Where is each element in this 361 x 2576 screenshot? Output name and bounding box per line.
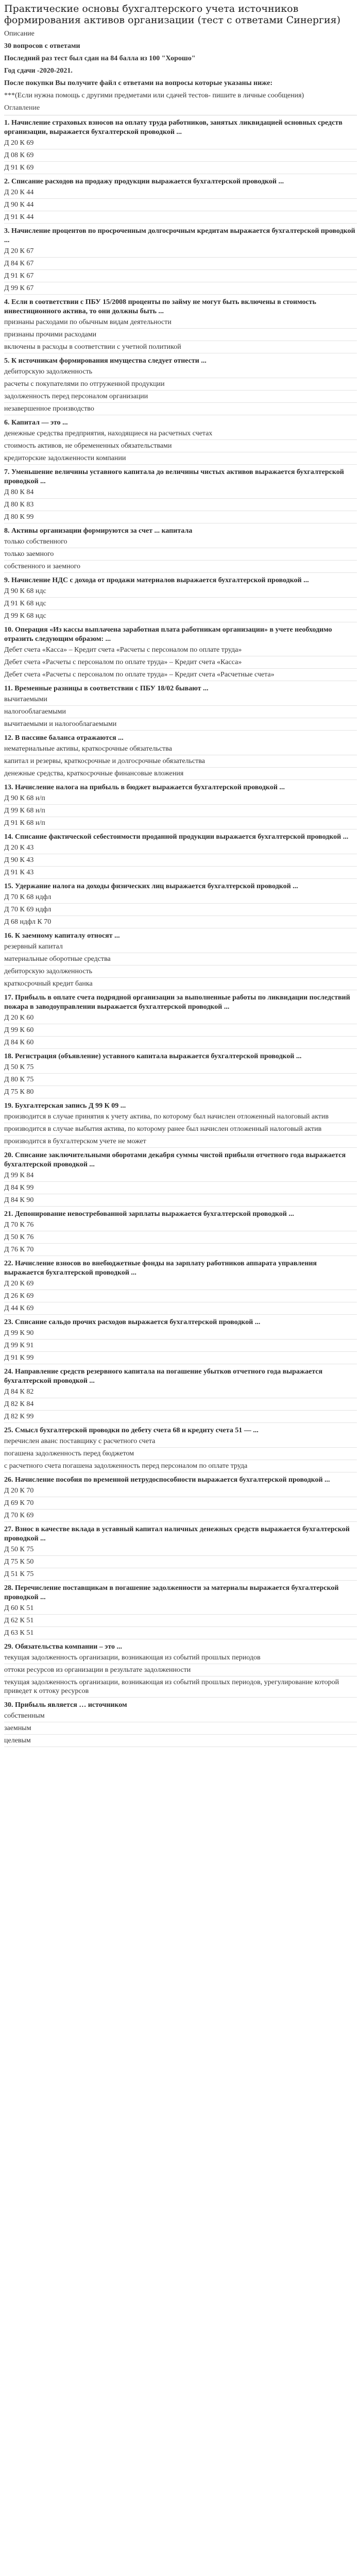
question-text: 16. К заемному капиталу относят ... <box>4 932 120 940</box>
answer-option: собственного и заемного <box>4 563 80 570</box>
answer-option: Д 82 К 99 <box>4 1413 34 1420</box>
toc-label: Оглавление <box>4 104 40 112</box>
question-block <box>4 227 357 295</box>
question-block <box>4 1259 357 1315</box>
description-label: Описание <box>4 30 35 38</box>
answer-option: резервный капитал <box>4 943 63 951</box>
question-text: 10. Операция «Из кассы выплачена заработная плата работникам организации» в учете необходимо отразить следующим образом: ... <box>4 626 332 643</box>
answer-option: дебиторскую задолженность <box>4 968 93 975</box>
option-divider <box>4 1206 357 1207</box>
question-block <box>4 1101 357 1148</box>
option-divider <box>4 572 357 573</box>
option-divider <box>4 668 357 669</box>
answer-option: Д 84 К 82 <box>4 1388 34 1396</box>
question-text: 3. Начисление процентов по просроченным долгосрочным кредитам выражается бухгалтерской проводкой ... <box>4 227 355 244</box>
question-block <box>4 418 357 465</box>
answer-option: собственным <box>4 1712 45 1720</box>
answer-option: Дебет счета «Касса» – Кредит счета «Расчеты с персоналом по оплате труда» <box>4 646 242 654</box>
answer-option: налогооблагаемыми <box>4 708 66 716</box>
answer-option: целевым <box>4 1737 31 1744</box>
question-block <box>4 468 357 523</box>
question-block <box>4 1476 357 1522</box>
answer-option: Д 99 К 91 <box>4 1342 34 1349</box>
question-text: 29. Обязательства компании – это ... <box>4 1643 123 1651</box>
questions-count: 30 вопросов с ответами <box>4 42 80 50</box>
question-block <box>4 118 357 174</box>
question-text: 27. Взнос в качестве вклада в уставный капитал наличных денежных средств выражается бухгалтерской проводкой ... <box>4 1526 350 1543</box>
question-text: 20. Списание заключительными оборотами декабря суммы чистой прибыли отчетного года выражается бухгалтерской проводкой ... <box>4 1151 346 1168</box>
answer-option: Д 50 К 76 <box>4 1233 34 1241</box>
question-text: 13. Начисление налога на прибыль в бюджет выражается бухгалтерской проводкой ... <box>4 784 285 791</box>
answer-option: Дебет счета «Расчеты с персоналом по оплате труда» – Кредит счета «Расчетные счета» <box>4 671 274 679</box>
question-block <box>4 1584 357 1639</box>
answer-option: кредиторские задолженности компании <box>4 454 126 462</box>
question-block <box>4 882 357 928</box>
answer-option: Д 50 К 75 <box>4 1063 34 1071</box>
answer-option: Д 90 К 44 <box>4 201 34 209</box>
answer-option: Д 99 К 84 <box>4 1172 34 1179</box>
question-block <box>4 684 357 731</box>
answer-option: капитал и резервы, краткосрочные и долгосрочные обязательства <box>4 757 205 765</box>
exam-year: Год сдачи -2020-2021. <box>4 67 73 75</box>
option-divider <box>4 1697 357 1698</box>
answer-option: вычитаемыми <box>4 696 47 703</box>
answer-option: Д 60 К 51 <box>4 1604 34 1612</box>
after-purchase-note: После покупки Вы получите файл с ответами на вопросы которые указаны ниже: <box>4 79 273 87</box>
answer-option: Д 91 К 43 <box>4 869 34 876</box>
answer-option: Д 70 К 69 ндфл <box>4 906 51 913</box>
option-divider <box>4 1351 357 1352</box>
question-text: 17. Прибыль в оплате счета подрядной организации за выполненные работы по ликвидации последствий пожара в заводоуправлении выражается бухгалтерской проводкой ... <box>4 994 350 1011</box>
question-block <box>4 357 357 415</box>
answer-option: Д 20 К 69 <box>4 139 34 147</box>
answer-option: текущая задолженность организации, возникающая из событий прошлых периодов, урегулирование которой приведет к оттоку ресурсов <box>4 1679 339 1695</box>
option-divider <box>4 402 357 403</box>
question-text: 5. К источникам формирования имущества следует отнести ... <box>4 357 207 365</box>
answer-option: Д 91 К 67 <box>4 272 34 280</box>
answer-option: признаны расходами по обычным видам деятельности <box>4 318 171 326</box>
option-divider <box>4 779 357 780</box>
answer-option: вычитаемыми и налогооблагаемыми <box>4 720 117 728</box>
answer-option: Д 99 К 68 ндс <box>4 612 46 620</box>
question-block <box>4 1426 357 1472</box>
answer-option: заемным <box>4 1724 31 1732</box>
answer-option: Д 76 К 70 <box>4 1246 34 1253</box>
answer-option: Д 62 К 51 <box>4 1617 34 1624</box>
question-block <box>4 576 357 622</box>
question-block <box>4 1525 357 1581</box>
question-text: 14. Списание фактической себестоимости проданной продукции выражается бухгалтерской проводкой ... <box>4 833 349 841</box>
question-block <box>4 527 357 573</box>
option-divider <box>4 1410 357 1411</box>
option-divider <box>4 1048 357 1049</box>
option-divider <box>4 1734 357 1735</box>
questions-list <box>4 118 357 1747</box>
answer-option: Д 91 К 68 н/п <box>4 819 45 827</box>
question-text: 9. Начисление НДС с дохода от продажи материалов выражается бухгалтерской проводкой ... <box>4 577 309 584</box>
answer-option: признаны прочими расходами <box>4 331 97 338</box>
answer-option: Д 70 К 69 <box>4 1512 34 1519</box>
question-text: 25. Смысл бухгалтерской проводки по дебету счета 68 и кредиту счета 51 — ... <box>4 1427 259 1434</box>
question-block <box>4 734 357 780</box>
question-block <box>4 1052 357 1098</box>
answer-option: Д 80 К 99 <box>4 513 34 521</box>
answer-option: Д 90 К 68 н/п <box>4 794 45 802</box>
option-divider <box>4 1422 357 1423</box>
option-divider <box>4 1447 357 1448</box>
answer-option: с расчетного счета погашена задолженность перед персоналом по оплате труда <box>4 1462 248 1470</box>
option-divider <box>4 705 357 706</box>
question-text: 28. Перечисление поставщикам в погашение задолженности за материалы выражается бухгалтерской проводкой ... <box>4 1584 339 1601</box>
option-divider <box>4 730 357 731</box>
option-divider <box>4 1314 357 1315</box>
answer-option: нематериальные активы, краткосрочные обязательства <box>4 745 172 753</box>
answer-option: Д 80 К 75 <box>4 1076 34 1083</box>
option-divider <box>4 498 357 499</box>
option-divider <box>4 767 357 768</box>
answer-option: Д 75 К 80 <box>4 1088 34 1096</box>
option-divider <box>4 1580 357 1581</box>
option-divider <box>4 1614 357 1615</box>
answer-option: расчеты с покупателями по отгруженной продукции <box>4 380 165 388</box>
question-block <box>4 783 357 829</box>
answer-option: Д 20 К 43 <box>4 844 34 852</box>
answer-option: только заемного <box>4 550 54 558</box>
answer-option: Д 20 К 44 <box>4 189 34 196</box>
answer-option: краткосрочный кредит банка <box>4 980 93 988</box>
answer-option: Д 70 К 68 ндфл <box>4 893 51 901</box>
answer-option: Д 84 К 99 <box>4 1184 34 1192</box>
answer-option: Д 20 К 67 <box>4 247 34 255</box>
option-divider <box>4 1036 357 1037</box>
answer-option: Д 20 К 69 <box>4 1280 34 1287</box>
answer-option: Д 68 ндфл К 70 <box>4 918 51 926</box>
answer-option: задолженность перед персоналом организации <box>4 393 148 400</box>
answer-option: оттоки ресурсов из организации в результате задолженности <box>4 1666 191 1674</box>
question-text: 21. Депонирование невостребованной зарплаты выражается бухгалтерской проводкой ... <box>4 1210 294 1218</box>
answer-option: Д 91 К 44 <box>4 213 34 221</box>
answer-option: Д 20 К 60 <box>4 1014 34 1022</box>
option-divider <box>4 198 357 199</box>
answer-option: Д 80 К 84 <box>4 488 34 496</box>
option-divider <box>4 294 357 295</box>
page-title: Практические основы бухгалтерского учета источников формирования активов организации (тест с ответами Синергия) <box>4 3 341 26</box>
answer-option: Д 63 К 51 <box>4 1629 34 1637</box>
option-divider <box>4 560 357 561</box>
answer-option: производится в бухгалтерском учете не может <box>4 1138 146 1145</box>
option-divider <box>4 161 357 162</box>
question-block <box>4 1701 357 1747</box>
answer-option: дебиторскую задолженность <box>4 368 93 376</box>
question-block <box>4 993 357 1049</box>
question-text: 23. Списание сальдо прочих расходов выражается бухгалтерской проводкой ... <box>4 1318 261 1326</box>
option-divider <box>4 866 357 867</box>
option-divider <box>4 977 357 978</box>
answer-option: производится в случае выбытия актива, по которому ранее был начислен отложенный налоговый актив <box>4 1125 322 1133</box>
question-block <box>4 625 357 681</box>
question-text: 12. В пассиве баланса отражаются ... <box>4 734 124 742</box>
answer-option: Д 91 К 99 <box>4 1354 34 1362</box>
answer-option: перечислен аванс поставщику с расчетного счета <box>4 1437 156 1445</box>
option-divider <box>4 1626 357 1627</box>
answer-option: незавершенное производство <box>4 405 94 413</box>
answer-option: текущая задолженность организации, возникающая из событий прошлых периодов <box>4 1654 261 1662</box>
answer-option: Д 90 К 43 <box>4 856 34 864</box>
option-divider <box>4 1135 357 1136</box>
option-divider <box>4 903 357 904</box>
answer-option: Д 44 К 69 <box>4 1304 34 1312</box>
answer-option: Д 99 К 90 <box>4 1329 34 1337</box>
answer-option: включены в расходы в соответствии с учетной политикой <box>4 343 181 351</box>
answer-option: Д 08 К 69 <box>4 151 34 159</box>
question-block <box>4 1318 357 1364</box>
question-text: 11. Временные разницы в соответствии с ПБУ 18/02 бывают ... <box>4 685 209 692</box>
question-text: 1. Начисление страховых взносов на оплату труда работников, занятых ликвидацией основных средств организации, выражается бухгалтерской проводкой ... <box>4 119 342 136</box>
answer-option: Д 69 К 70 <box>4 1499 34 1507</box>
answer-option: Д 84 К 90 <box>4 1196 34 1204</box>
option-divider <box>4 609 357 610</box>
answer-option: Д 20 К 70 <box>4 1487 34 1495</box>
answer-option: стоимость активов, не обремененных обязательствами <box>4 442 172 450</box>
question-text: 26. Начисление пособия по временной нетрудоспособности выражается бухгалтерской проводкой ... <box>4 1476 330 1484</box>
answer-option: Д 84 К 67 <box>4 260 34 267</box>
option-divider <box>4 1243 357 1244</box>
option-divider <box>4 878 357 879</box>
option-divider <box>4 1181 357 1182</box>
question-block <box>4 1642 357 1698</box>
answer-option: Д 26 К 69 <box>4 1292 34 1300</box>
help-note: ***(Если нужна помощь с другими предметами или сдачей тестов- пишите в личные сообщения) <box>4 92 304 99</box>
option-divider <box>4 439 357 440</box>
answer-option: Д 75 К 50 <box>4 1558 34 1566</box>
option-divider <box>4 464 357 465</box>
answer-option: Д 84 К 60 <box>4 1039 34 1046</box>
answer-option: Д 50 К 75 <box>4 1546 34 1553</box>
answer-option: погашена задолженность перед бюджетом <box>4 1450 134 1458</box>
answer-option: Д 51 К 75 <box>4 1570 34 1578</box>
option-divider <box>4 257 357 258</box>
question-block <box>4 833 357 879</box>
answer-option: Дебет счета «Расчеты с персоналом по оплате труда» – Кредит счета «Касса» <box>4 658 242 666</box>
option-divider <box>4 1073 357 1074</box>
answer-option: Д 91 К 69 <box>4 164 34 172</box>
option-divider <box>4 328 357 329</box>
answer-option: Д 80 К 83 <box>4 501 34 509</box>
answer-option: только собственного <box>4 538 67 546</box>
option-divider <box>4 804 357 805</box>
option-divider <box>4 1339 357 1340</box>
question-text: 22. Начисление взносов во внебюджетные фонды на зарплату работников аппарата управления выражается бухгалтерской проводкой ... <box>4 1260 317 1277</box>
option-divider <box>4 1555 357 1556</box>
question-text: 6. Капитал — это ... <box>4 419 68 427</box>
question-text: 2. Списание расходов на продажу продукции выражается бухгалтерской проводкой ... <box>4 178 284 185</box>
answer-option: денежные средства предприятия, находящиеся на расчетных счетах <box>4 430 213 437</box>
answer-option: Д 91 К 68 ндс <box>4 600 46 607</box>
option-divider <box>4 1509 357 1510</box>
answer-option: Д 90 К 68 ндс <box>4 587 46 595</box>
answer-option: Д 99 К 68 н/п <box>4 807 45 815</box>
option-divider <box>4 223 357 224</box>
answer-option: Д 99 К 67 <box>4 284 34 292</box>
question-text: 4. Если в соответствии с ПБУ 15/2008 проценты по займу не могут быть включены в стоимость инвестиционного актива, то они должны быть ... <box>4 298 317 315</box>
last-result: Последний раз тест был сдан на 84 балла из 100 "Хорошо" <box>4 55 196 62</box>
option-divider <box>4 269 357 270</box>
answer-option: Д 70 К 76 <box>4 1221 34 1229</box>
option-divider <box>4 597 357 598</box>
option-divider <box>4 390 357 391</box>
question-text: 8. Активы организации формируются за счет ... капитала <box>4 527 193 535</box>
question-block <box>4 931 357 990</box>
answer-option: денежные средства, краткосрочные финансовые вложения <box>4 770 184 777</box>
answer-option: Д 99 К 60 <box>4 1026 34 1034</box>
question-text: 7. Уменьшение величины уставного капитала до величины чистых активов выражается бухгалтерской проводкой ... <box>4 468 344 485</box>
question-text: 30. Прибыль является … источником <box>4 1701 127 1709</box>
question-block <box>4 1210 357 1256</box>
question-text: 24. Направление средств резервного капитала на погашение убытков отчетного года выражается бухгалтерской проводкой ... <box>4 1368 323 1385</box>
answer-option: производится в случае принятия к учету актива, по которому был начислен отложенный налоговый актив <box>4 1113 329 1121</box>
question-block <box>4 298 357 353</box>
question-block <box>4 1367 357 1423</box>
answer-option: Д 82 К 84 <box>4 1400 34 1408</box>
question-block <box>4 1151 357 1207</box>
option-divider <box>4 1147 357 1148</box>
answer-option: материальные оборотные средства <box>4 955 111 963</box>
question-text: 18. Регистрация (объявление) уставного капитала выражается бухгалтерской проводкой ... <box>4 1053 302 1060</box>
question-text: 19. Бухгалтерская запись Д 99 К 09 ... <box>4 1102 126 1110</box>
question-text: 15. Удержание налога на доходы физических лиц выражается бухгалтерской проводкой ... <box>4 883 298 890</box>
question-block <box>4 177 357 224</box>
option-divider <box>4 1521 357 1522</box>
